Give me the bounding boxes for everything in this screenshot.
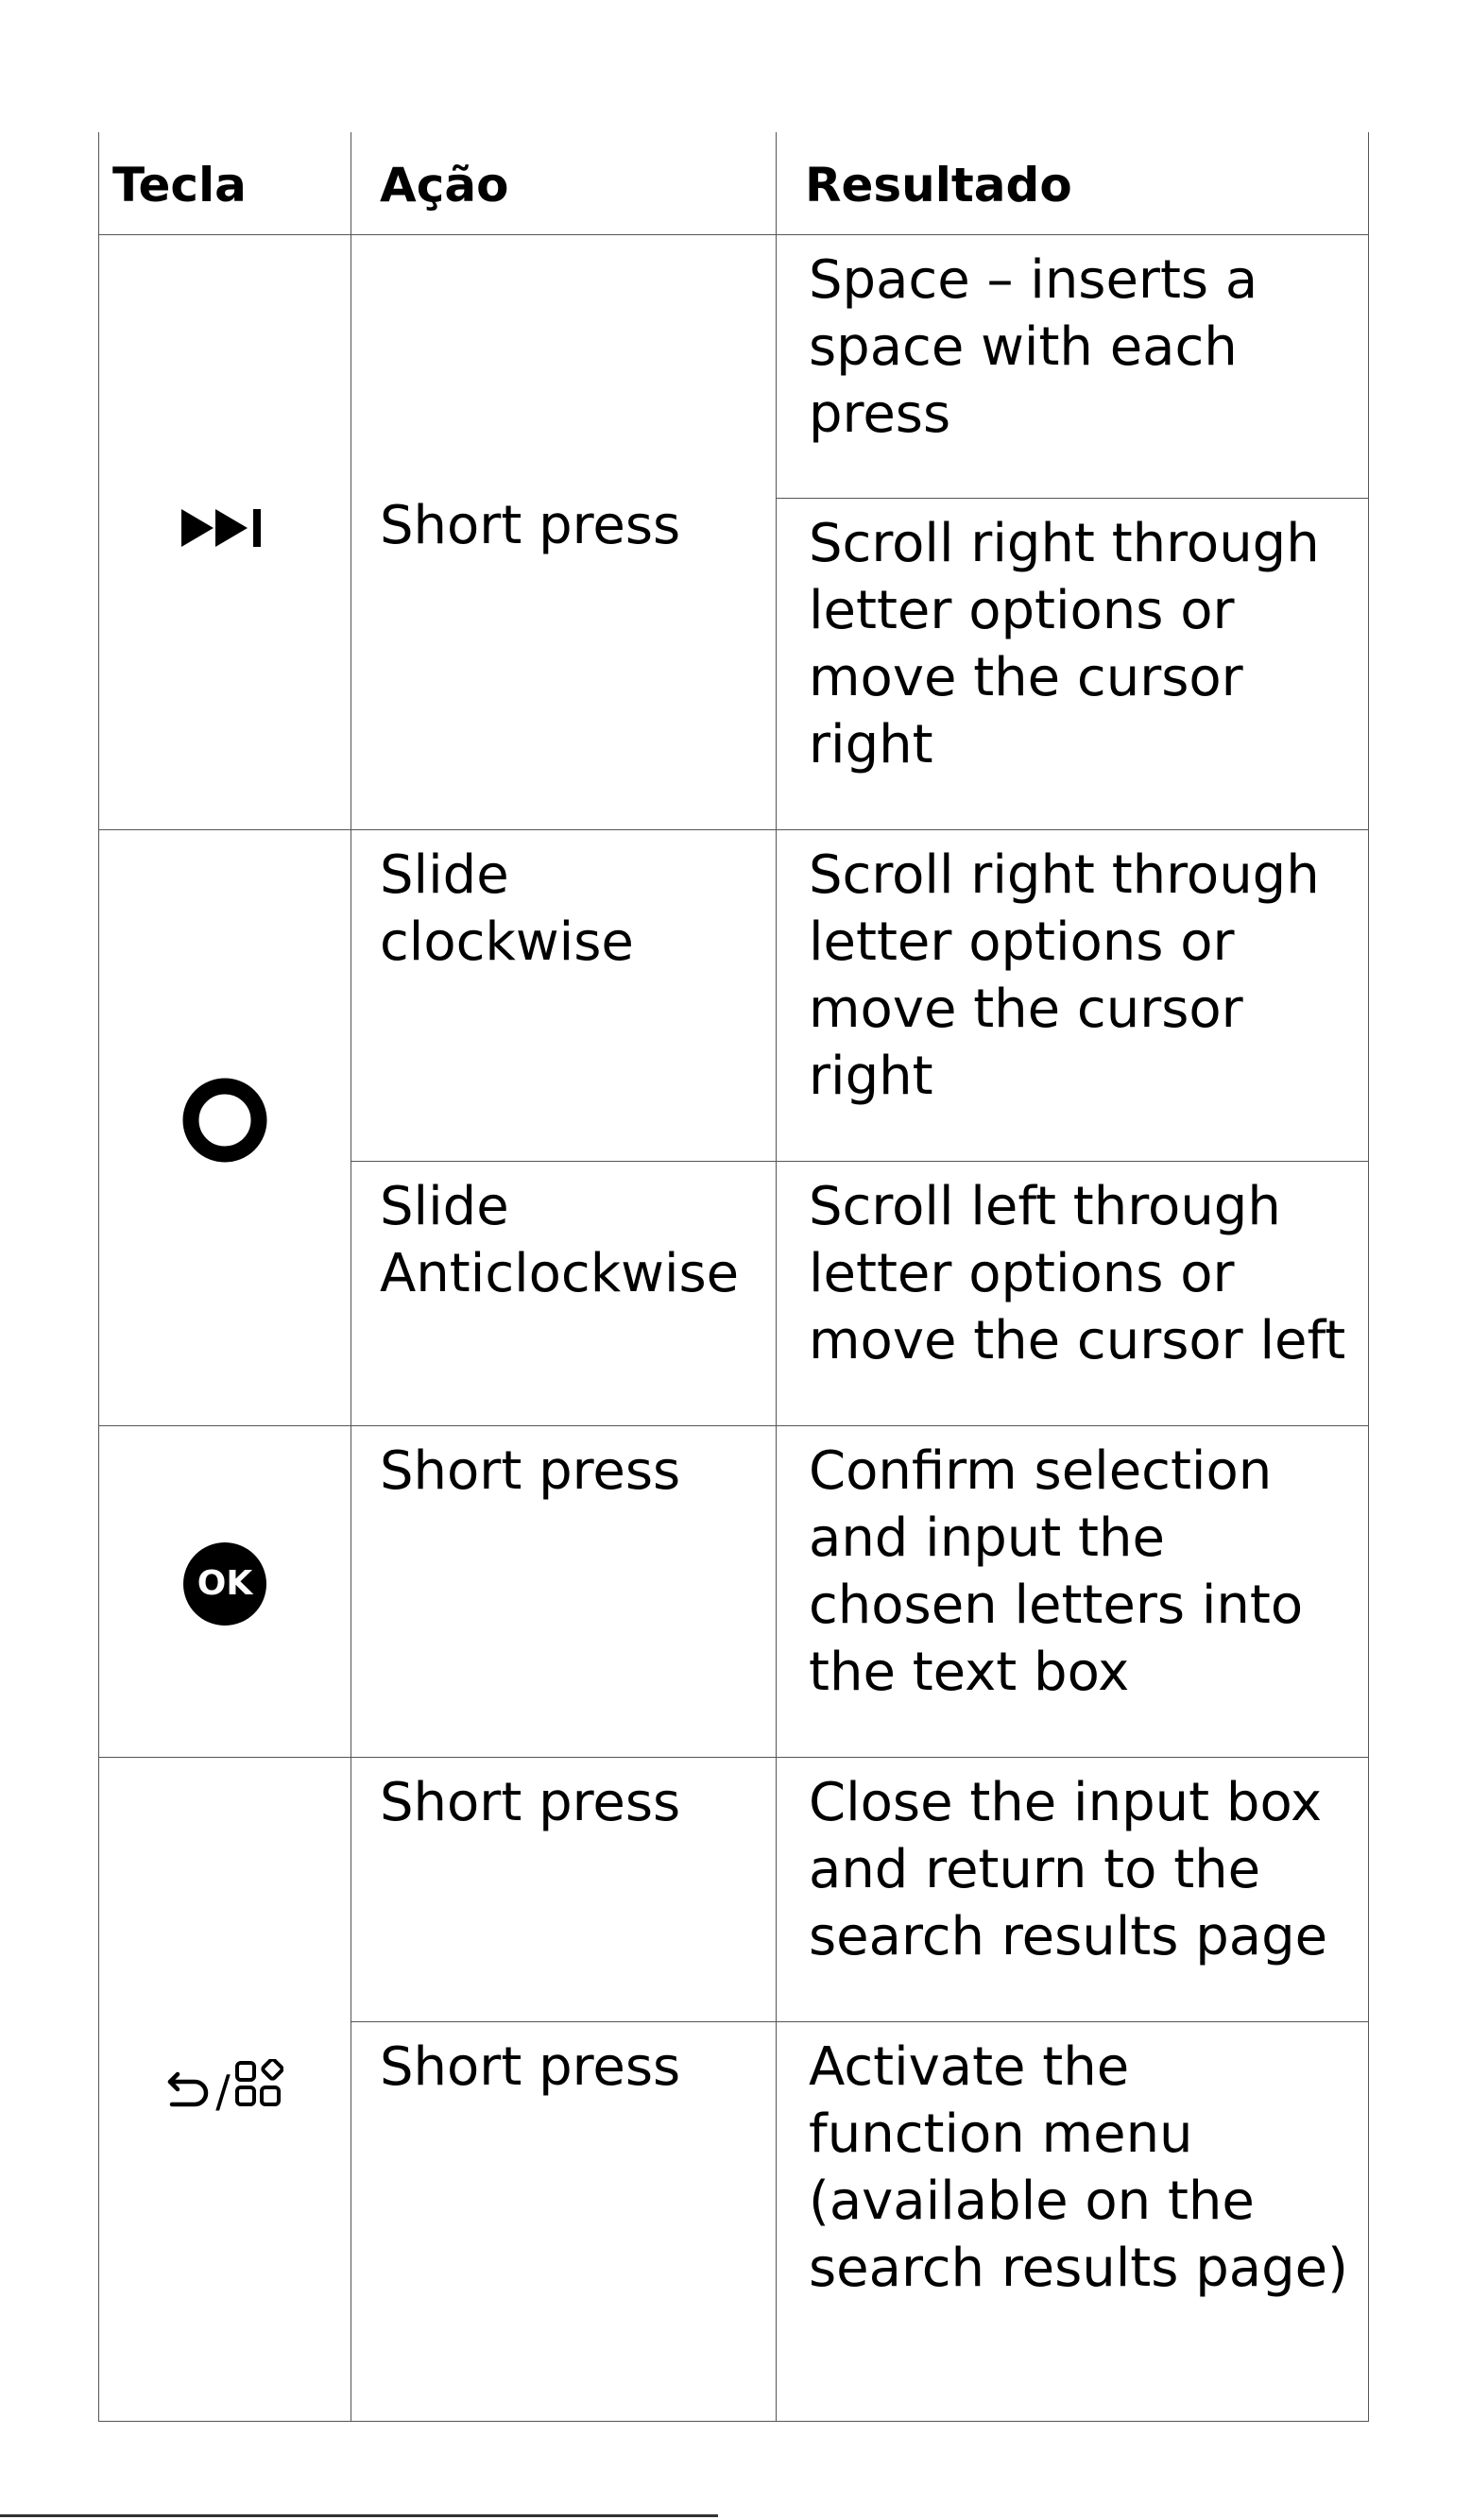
ok-button-icon — [182, 1541, 267, 1626]
result-cell: Confirm selection and input the chosen letters into the text box — [777, 1426, 1369, 1758]
key-cell — [99, 1758, 351, 2422]
action-cell: Short press — [351, 1758, 777, 2022]
slash-separator: / — [215, 2065, 231, 2117]
header-result: Resultado — [777, 132, 1369, 235]
table-row — [99, 830, 1369, 1162]
result-cell: Space – inserts a space with each press — [777, 235, 1369, 499]
table-row — [99, 235, 1369, 499]
key-cell — [99, 830, 351, 1426]
bottom-divider — [0, 2514, 718, 2517]
key-function-table — [98, 132, 1369, 2422]
table-row — [99, 1426, 1369, 1758]
back-menu-icon — [166, 2054, 283, 2124]
menu-grid-icon — [234, 2057, 283, 2124]
back-arrow-icon — [166, 2057, 212, 2124]
result-cell: Scroll right through letter options or move the cursor right — [777, 830, 1369, 1162]
action-cell: Short press — [351, 235, 777, 830]
key-cell — [99, 1426, 351, 1758]
action-cell: Slide Anticlockwise — [351, 1162, 777, 1426]
header-action: Ação — [351, 132, 777, 235]
result-cell: Scroll left through letter options or move the cursor left — [777, 1162, 1369, 1426]
ok-label: OK — [197, 1563, 253, 1603]
key-cell — [99, 235, 351, 830]
result-cell: Activate the function menu (available on the search results page) — [777, 2022, 1369, 2422]
action-cell: Slide clockwise — [351, 830, 777, 1162]
ring-dial-icon — [182, 1078, 267, 1179]
action-cell: Short press — [351, 1426, 777, 1758]
skip-forward-icon — [181, 499, 268, 566]
header-key: Tecla — [99, 132, 351, 235]
table-row — [99, 1758, 1369, 2022]
result-cell: Close the input box and return to the search results page — [777, 1758, 1369, 2022]
table-header-row — [99, 132, 1369, 235]
result-cell: Scroll right through letter options or move the cursor right — [777, 499, 1369, 830]
action-cell: Short press — [351, 2022, 777, 2422]
